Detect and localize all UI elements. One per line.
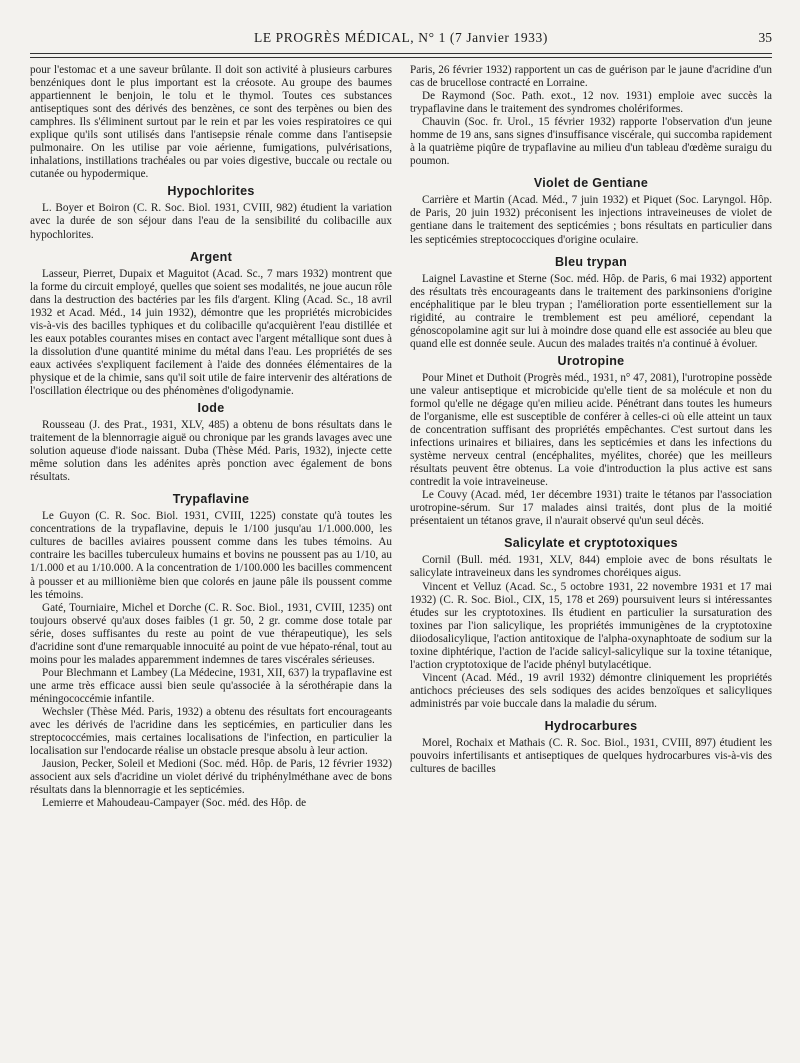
paragraph: Paris, 26 février 1932) rapportent un cas de guérison par le jaune d'acridine d'un cas de brucellose contracté en Lorraine. [410, 64, 772, 90]
right-column [410, 64, 772, 1055]
paragraph: Vincent (Acad. Méd., 19 avril 1932) démontre cliniquement les propriétés antichocs précieuses des sels sodiques des acides benzoïques et salicyliques administrés par voie buccale dans la maladie du sérum. [410, 671, 772, 710]
section-heading: Iode [197, 401, 225, 416]
paragraph: Rousseau (J. des Prat., 1931, XLV, 485) a obtenu de bons résultats dans le traitement de la blennorragie aiguë ou chronique par les grands lavages avec une solution aqueuse d'iode naissant. Duba (Thèse Méd. Paris, 1932), injecte cette même solution dans les adénites après ponction avec également de bons résultats. [30, 419, 392, 484]
paragraph: De Raymond (Soc. Path. exot., 12 nov. 1931) emploie avec succès la trypaflavine dans le traitement des syndromes cholériformes. [410, 90, 772, 116]
paragraph: Morel, Rochaix et Mathais (C. R. Soc. Biol., 1931, CVIII, 897) étudient les pouvoirs infertilisants et antiseptiques de quelques hydrocarbures vis-à-vis des cultures de bacilles [410, 736, 772, 776]
paragraph: Laignel Lavastine et Sterne (Soc. méd. Hôp. de Paris, 6 mai 1932) apportent des résultats très encourageants dans le traitement des parkinsoniens d'origine encéphalitique par le bleu trypan ; l'amélioration porte essentiellement sur la rigidité, au contraire le tremblement est peu amélioré, cependant la génoscopolamine agit sur lui à moindre dose quand elle est associée au bleu que quand elle est donnée seule. Aucun des malades traités n'a continué à évoluer. [410, 272, 772, 350]
paragraph: Pour Minet et Duthoit (Progrès méd., 1931, n° 47, 2081), l'urotropine possède une valeur antiseptique et microbicide qu'elle tient de sa molécule et non du formol qu'elle ne dégage qu'en milieu acide. Pénétrant dans toutes les humeurs de l'organisme, elle est susceptible de conférer à celles-ci où elle atteint un taux de concentration suffisant des propriétés empêchantes. C'est surtout dans les infections urinaires et biliaires, dans les septicémies et dans les infections du système nerveux central (encéphalites, myélites, chorée) que les meilleurs résultats peuvent être obtenus. La voie d'introduction la plus active est sans contredit la voie intraveineuse. [410, 371, 772, 489]
paragraph: Carrière et Martin (Acad. Méd., 7 juin 1932) et Piquet (Soc. Laryngol. Hôp. de Paris, 20 juin 1932) préconisent les injections intraveineuses de violet de gentiane dans le traitement des septicémies ; bons résultats en particulier dans les septicémies streptococciques d'origine oculaire. [410, 194, 772, 246]
paragraph: Lemierre et Mahoudeau-Campayer (Soc. méd. des Hôp. de [42, 797, 307, 810]
running-title: LE PROGRÈS MÉDICAL, N° 1 (7 Janvier 1933) [254, 30, 548, 45]
header-rule [30, 53, 772, 58]
paragraph: Vincent et Velluz (Acad. Sc., 5 octobre 1931, 22 novembre 1931 et 17 mai 1932) (C. R. Soc. Biol., CIX, 15, 178 et 269) poursuivent leurs si intéressantes études sur les cryptotoxines. Ils étudient en particulier la sursaturation des toxines par l'ion salicylique, les propriétés immunigènes de la cryptotoxine diiodosalicylique, l'action antitoxique de l'alpha-oxynaphtoate de sodium sur la toxine diphtérique, l'action de l'acide salicyl-salicylique sur la toxine tétanique, l'action cryptotoxique de l'acide phényl butylacétique. [410, 580, 772, 671]
paragraph: Gaté, Tourniaire, Michel et Dorche (C. R. Soc. Biol., 1931, CVIII, 1235) ont toujours observé qu'aux doses faibles (1 gr. 50, 2 gr. comme dose totale par série, doses suffisantes du reste au point de vue thérapeutique), les sels d'acridine sont d'une remarquable innocuité au point de vue hépato-rénal, tout au moins pour les malades apparemment indemnes de tares viscérales sérieuses. [30, 601, 392, 666]
section-heading: Hydrocarbures [544, 718, 638, 733]
paragraph: Le Couvy (Acad. méd, 1er décembre 1931) traite le tétanos par l'association urotropine-sérum. Sur 17 malades ainsi traités, dont plus de la moitié présentaient un tétanos grave, il n'aurait observé qu'un seul décès. [410, 489, 772, 528]
paragraph: Jausion, Pecker, Soleil et Medioni (Soc. méd. Hôp. de Paris, 12 février 1932) associent aux sels d'acridine un violet dérivé du triphénylméthane avec de bons résultats dans la blennorragie et les septicémies. [30, 758, 392, 797]
section-heading: Hypochlorites [167, 184, 255, 199]
left-column [30, 64, 392, 1055]
page-number: 35 [758, 30, 772, 45]
section-heading: Salicylate et cryptotoxiques [504, 536, 678, 551]
page-header [30, 30, 772, 50]
paragraph: Le Guyon (C. R. Soc. Biol. 1931, CVIII, 1225) constate qu'à toutes les concentrations de la trypaflavine, depuis le 1/100 jusqu'au 1/1.000.000, les cultures de bacilles aviaires poussent comme dans les tubes témoins. Au contraire les bacilles tuberculeux humains et bovins ne poussent pas au 1/10, au 1/1.000 et au 1/10.000. A la concentration de 1/100.000 les bacilles commencent à pousser et au millionième bien que colorés en jaune pâle ils poussent comme les témoins. [30, 510, 392, 601]
paragraph: Chauvin (Soc. fr. Urol., 15 février 1932) rapporte l'observation d'un jeune homme de 19 ans, sans signes d'insuffisance viscérale, qui succomba rapidement à la quatrième piqûre de trypaflavine au milieu d'un tableau d'œdème suraigu du poumon. [410, 116, 772, 168]
section-heading: Urotropine [557, 353, 625, 368]
paragraph: Pour Blechmann et Lambey (La Médecine, 1931, XII, 637) la trypaflavine est une arme très efficace aussi bien seule qu'associée à la sérothérapie dans la méningococcémie infantile. [30, 666, 392, 705]
paragraph: Lasseur, Pierret, Dupaix et Maguitot (Acad. Sc., 7 mars 1932) montrent que la forme du circuit employé, quelles que soient ses modalités, ne joue aucun rôle dans la destruction des bactéries par les fils d'argent. Kling (Acad. Sc., 18 avril 1932 et Acad. Méd., 14 juin 1932), démontre que les propriétés microbicides vis-à-vis des bacilles typhiques et du colibacille qu'acquièrent l'eau distillée et les eaux potables courantes mises en contact avec l'argent métallique sont dues à la dissolution d'une quantité minime du métal dans l'eau. Les propriétés de ses eaux activées s'expliquent facilement à l'aide des données élémentaires de la physique et de la chimie, sans qu'il soit utile de faire intervenir des altérations de l'oscillation électrique ou des phénomènes d'oligodynamie. [30, 267, 392, 397]
paragraph: pour l'estomac et a une saveur brûlante. Il doit son activité à plusieurs carbures benzéniques dont le plus important est la créosote. Au groupe des baumes appartiennent le benjoin, le tolu et le thymol. Toutes ces substances antiseptiques sont des dérivés des benzènes, ce sont des terpènes ou bien des camphres. Ils s'éliminent surtout par le rein et par les voies respiratoires ce qui explique qu'ils sont utilisés dans l'antisepsie rénale comme dans l'antisepsie pulmonaire. On les utilise par voie aérienne, fumigations, pulvérisations, inhalations, instillations trachéales ou par voies digestive, buccale ou rectale ou cutanée ou hypodermique. [30, 64, 392, 181]
paragraph: Wechsler (Thèse Méd. Paris, 1932) a obtenu des résultats fort encourageants avec les dérivés de l'acridine dans les septicémies, en particulier dans les streptococcémies, mais certaines localisations de l'infection, en particulier la localisation sur l'endocarde réalise un obstacle presque absolu à leur action. [30, 705, 392, 758]
section-heading: Bleu trypan [554, 254, 628, 269]
section-heading: Trypaflavine [172, 492, 250, 507]
section-heading: Violet de Gentiane [533, 176, 649, 191]
paragraph: Cornil (Bull. méd. 1931, XLV, 844) emploie avec de bons résultats le salicylate intraveineux dans les syndromes choréiques aigus. [410, 554, 772, 580]
paragraph: L. Boyer et Boiron (C. R. Soc. Biol. 1931, CVIII, 982) étudient la variation avec la durée de son séjour dans l'eau de la sensibilité du colibacille aux hypochlorites. [30, 202, 392, 241]
section-heading: Argent [189, 249, 233, 264]
